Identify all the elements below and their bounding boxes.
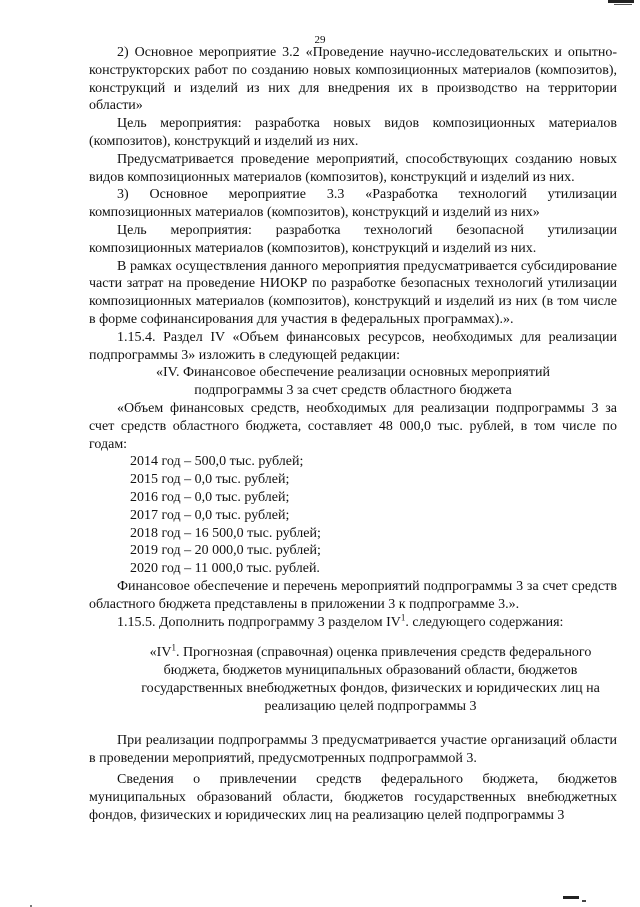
scan-mark (608, 0, 634, 3)
scan-mark (582, 900, 586, 902)
item-1-15-5-text: 1.15.5. Дополнить подпрограмму 3 разделом IV (117, 614, 401, 630)
year-item: 2017 год – 0,0 тыс. рублей; (130, 507, 290, 523)
paragraph-item-1-15-4: 1.15.4. Раздел IV «Объем финансовых ресурсов, необходимых для реализации подпрограммы 3» изложить в следующей редакции: (89, 329, 617, 363)
scan-mark (614, 4, 632, 5)
paragraph-goal-3-3: Цель мероприятия: разработка технологий безопасной утилизации композиционных материалов (композитов), конструкций и изделий из них. (89, 222, 617, 256)
year-item: 2015 год – 0,0 тыс. рублей; (130, 472, 290, 488)
paragraph-measure-3-2: 2) Основное мероприятие 3.2 «Проведение научно-исследовательских и опытно-конструкторских работ по созданию новых композиционных материалов (композитов), конструкций и изделий из них для внедрения их в производство на территории области» (89, 45, 617, 114)
document-body (89, 44, 617, 824)
section-iv1-title (89, 644, 617, 715)
paragraph-measure-3-3: 3) Основное мероприятие 3.3 «Разработка технологий утилизации композиционных материалов (композитов), конструкций и изделий из них» (89, 187, 617, 221)
year-item: 2019 год – 20 000,0 тыс. рублей; (130, 543, 321, 559)
superscript: 1 (171, 642, 176, 653)
item-1-15-5-text-end: . следующего содержания: (405, 614, 564, 630)
section-iv1-text: . Прогнозная (справочная) оценка привлечения средств федерального бюджета, бюджетов муниципальных образований области, бюджетов государственных внебюджетных фондов, физических и юридических лиц на реализацию целей подпрограммы 3 (141, 645, 600, 714)
paragraph-financing: Финансовое обеспечение и перечень мероприятий подпрограммы 3 за счет средств областного бюджета представлены в приложении 3 к подпрограмме 3.». (89, 578, 617, 612)
paragraph-subsidy: В рамках осуществления данного мероприятия предусматривается субсидирование части затрат на проведение НИОКР по разработке безопасных технологий утилизации композиционных материалов (композитов), конструкций и изделий из них (в том числе в форме софинансирования для участия в федеральных программах).». (89, 258, 617, 327)
year-item: 2020 год – 11 000,0 тыс. рублей. (130, 561, 320, 577)
paragraph-provision-3-2: Предусматривается проведение мероприятий, способствующих созданию новых видов композиционных материалов (композитов), конструкций и изделий из них. (89, 151, 617, 185)
paragraph-item-1-15-5 (89, 611, 617, 632)
paragraph-implementation: При реализации подпрограммы 3 предусматривается участие организаций области в проведении мероприятий, предусмотренных подпрограммой 3. (89, 733, 617, 767)
section-iv1-prefix: «IV (149, 645, 172, 661)
superscript: 1 (400, 611, 406, 622)
section-iv-title-line-1: «IV. Финансовое обеспечение реализации основных мероприятий (156, 365, 550, 381)
page-number: 29 (314, 34, 326, 46)
paragraph-info: Сведения о привлечении средств федерального бюджета, бюджетов муниципальных образований области, бюджетов государственных внебюджетных фондов, физических и юридических лиц на реализацию целей подпрограммы 3 (89, 772, 617, 823)
scan-mark (563, 896, 579, 899)
section-iv-title-line-2: подпрограммы 3 за счет средств областного бюджета (194, 383, 512, 399)
paragraph-goal-3-2: Цель мероприятия: разработка новых видов композиционных материалов (композитов), конструкций и изделий из них. (89, 116, 617, 149)
year-item: 2014 год – 500,0 тыс. рублей; (130, 454, 304, 470)
paragraph-volume: «Объем финансовых средств, необходимых для реализации подпрограммы 3 за счет средств областного бюджета, составляет 48 000,0 тыс. рублей, в том числе по годам: (89, 400, 617, 452)
year-item: 2016 год – 0,0 тыс. рублей; (130, 489, 290, 505)
year-item: 2018 год – 16 500,0 тыс. рублей; (130, 525, 321, 541)
